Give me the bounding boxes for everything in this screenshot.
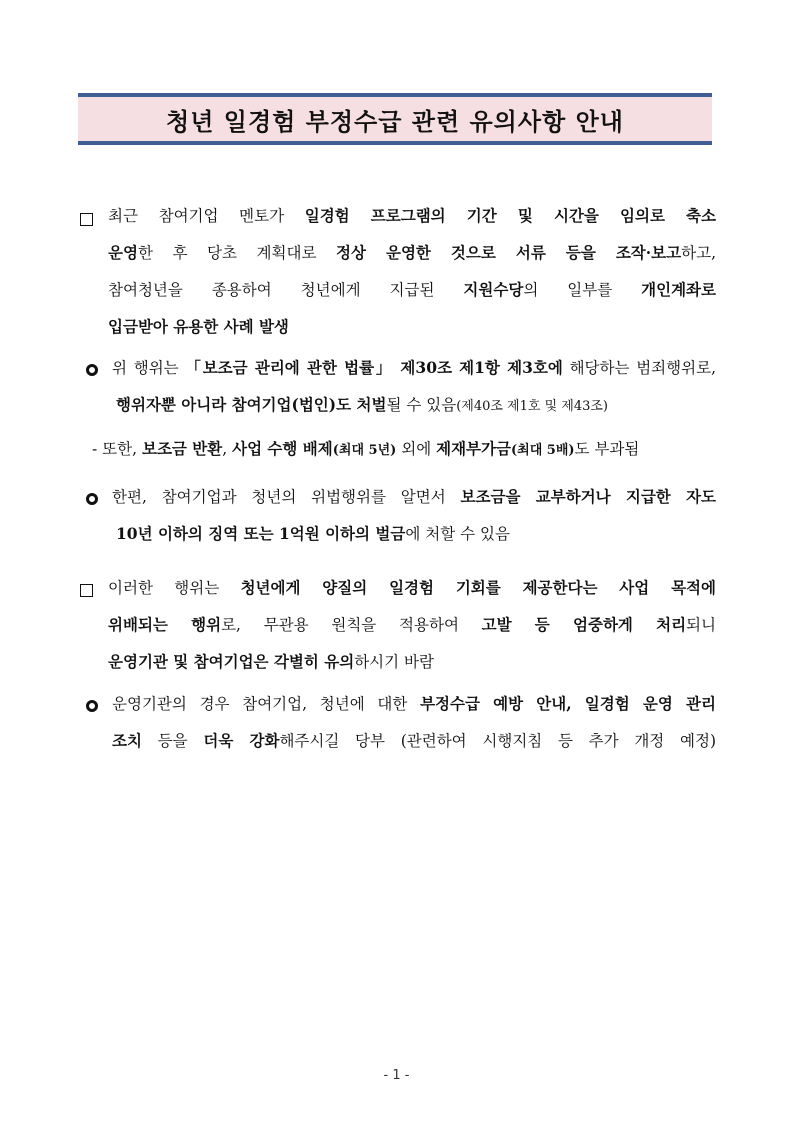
section-1-line-2: 운영한 후 당초 계획대로 정상 운영한 것으로 서류 등을 조작·보고하고, <box>108 243 716 262</box>
section-1 <box>108 197 716 345</box>
bullet-2-line-1: 한편, 참여기업과 청년의 위법행위를 알면서 보조금을 교부하거나 지급한 자도 <box>112 487 717 506</box>
title-box <box>78 93 712 145</box>
bullet-3-line-2: 조치 등을 더욱 강화해주시길 당부 (관련하여 시행지침 등 추가 개정 예정) <box>112 731 716 750</box>
section-1-line-3: 참여청년을 종용하여 청년에게 지급된 지원수당의 일부를 개인계좌로 <box>108 280 716 299</box>
section-2 <box>108 569 716 680</box>
bullet-circle-marker <box>86 361 98 380</box>
bullet-1-line-2: 행위자뿐 아니라 참여기업(법인)도 처벌될 수 있음(제40조 제1호 및 제43조) <box>116 395 608 414</box>
section-2-line-2: 위배되는 행위로, 무관용 원칙을 적용하여 고발 등 엄중하게 처리되니 <box>108 615 716 634</box>
section-2-line-1: 이러한 행위는 청년에게 양질의 일경험 기회를 제공한다는 사업 목적에 <box>108 578 716 597</box>
bullet-1 <box>112 349 716 423</box>
section-2-line-3: 운영기관 및 참여기업은 각별히 유의하시기 바람 <box>108 652 434 671</box>
section-1-line-1: 최근 참여기업 멘토가 일경험 프로그램의 기간 및 시간을 임의로 축소 <box>108 206 716 225</box>
page-title: 청년 일경험 부정수급 관련 유의사항 안내 <box>166 107 624 136</box>
section-square-marker <box>80 211 93 230</box>
bullet-1-line-1: 위 행위는 「보조금 관리에 관한 법률」 제30조 제1항 제3호에 해당하는 범죄행위로, <box>112 358 717 377</box>
bullet-2 <box>112 478 716 552</box>
dash-note-line: - 또한, 보조금 반환, 사업 수행 배제(최대 5년) 외에 제재부가금(최대 5배)도 부과됨 <box>92 439 640 458</box>
bullet-3-line-1: 운영기관의 경우 참여기업, 청년에 대한 부정수급 예방 안내, 일경험 운영 관리 <box>112 694 716 713</box>
section-square-marker <box>80 582 93 601</box>
bullet-circle-marker <box>86 490 98 509</box>
page-number: - 1 - <box>383 1068 410 1083</box>
bullet-2-line-2: 10년 이하의 징역 또는 1억원 이하의 벌금에 처할 수 있음 <box>116 524 510 543</box>
dash-note <box>92 430 716 467</box>
bullet-3 <box>112 685 716 759</box>
section-1-line-4: 입금받아 유용한 사례 발생 <box>108 317 289 336</box>
bullet-circle-marker <box>86 697 98 716</box>
